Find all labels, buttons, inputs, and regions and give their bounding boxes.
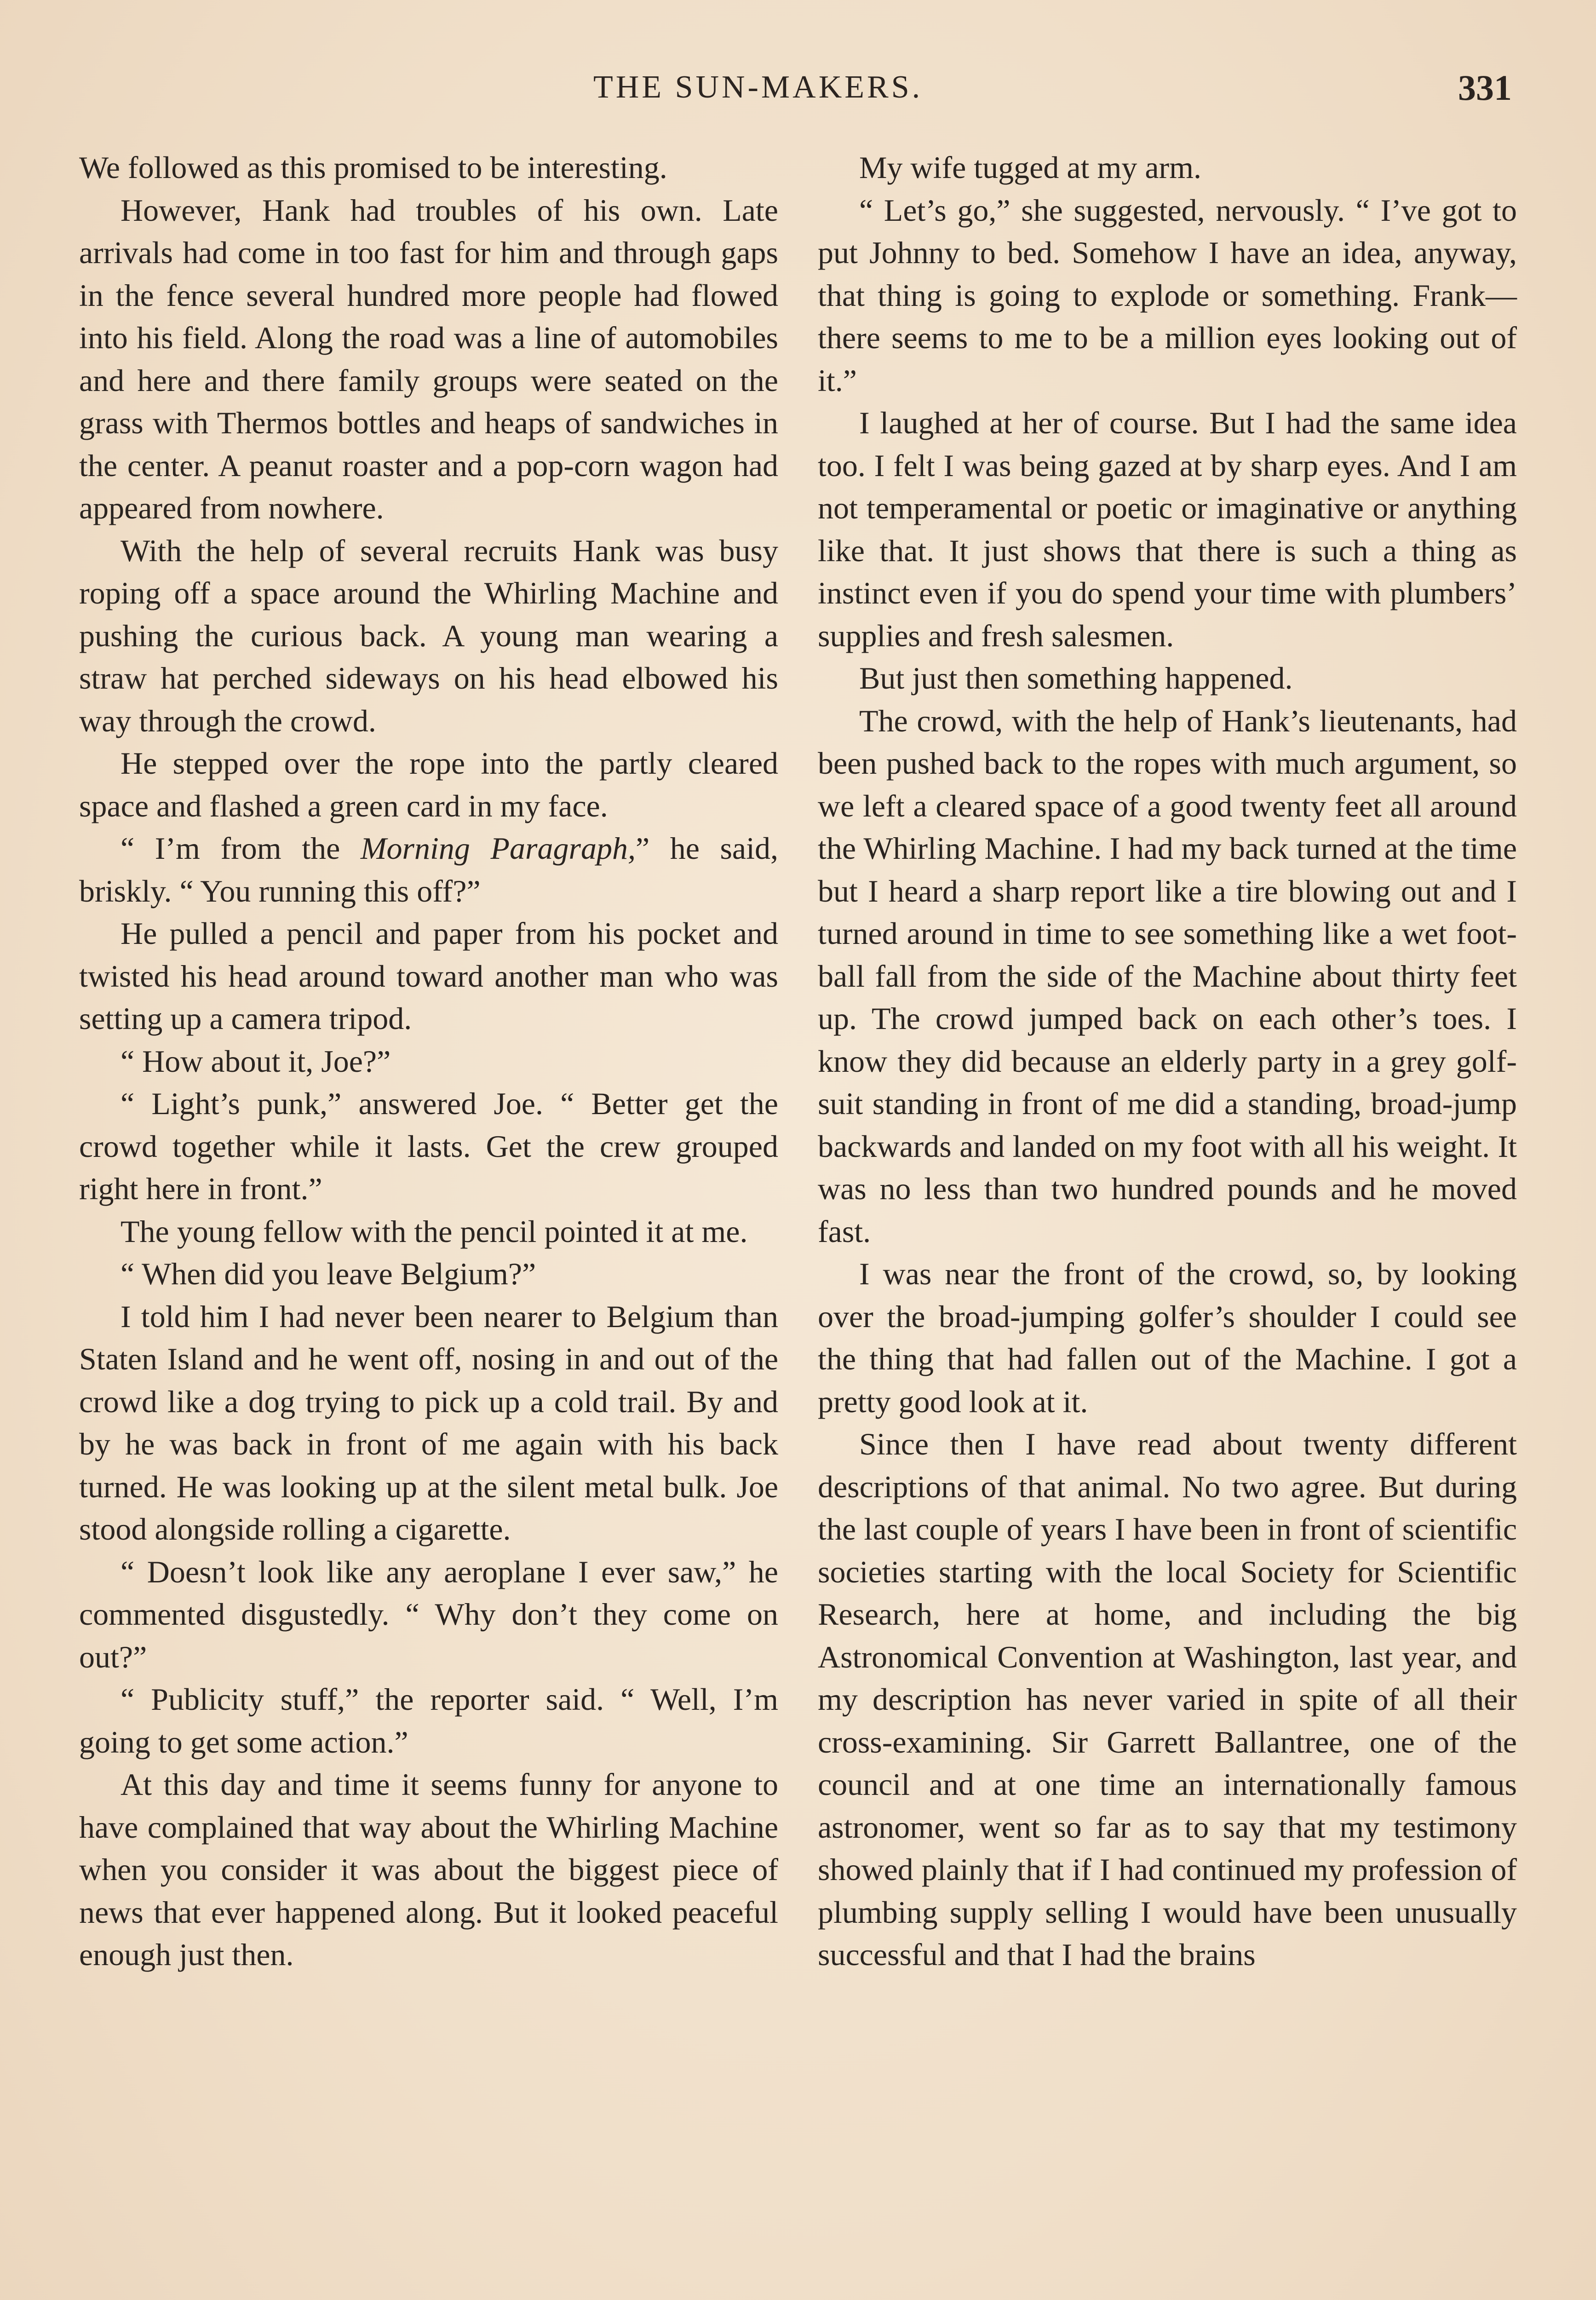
paragraph: He stepped over the rope into the partly cleared space and flashed a green card in my face. bbox=[79, 746, 778, 823]
left-column bbox=[79, 146, 778, 1976]
right-column bbox=[818, 146, 1517, 1976]
paragraph: “ How about it, Joe?” bbox=[121, 1043, 391, 1079]
paragraph: The young fellow with the pencil pointed it at me. bbox=[121, 1213, 748, 1249]
paragraph: He pulled a pencil and paper from his pocket and twisted his head around toward another man who was setting up a camera tripod. bbox=[79, 916, 778, 1036]
paragraph: At this day and time it seems funny for anyone to have complained that way about the Whirling Machine when you consider it was about the biggest piece of news that ever happened along. But it looked peaceful enough just then. bbox=[79, 1767, 778, 1972]
paragraph-text: “ I’m from the bbox=[121, 831, 361, 866]
paragraph bbox=[79, 827, 778, 912]
paragraph: We followed as this promised to be interesting. bbox=[79, 150, 667, 185]
paragraph: I told him I had never been nearer to Belgium than Staten Island and he went off, nosing in and out of the crowd like a dog trying to pick up a cold trail. By and by he was back in front of me again with his back turned. He was looking up at the silent metal bulk. Joe stood alongside rolling a cigarette. bbox=[79, 1299, 778, 1547]
paragraph: “ When did you leave Belgium?” bbox=[121, 1256, 536, 1291]
paragraph: I laughed at her of course. But I had the same idea too. I felt I was being gazed at by sharp eyes. And I am not temperamental or poetic or imaginative or anything like that. It just shows that there is such a thing as instinct even if you do spend your time with plumbers’ supplies and fresh salesmen. bbox=[818, 405, 1517, 653]
paragraph: However, Hank had troubles of his own. Late arrivals had come in too fast for him and through gaps in the fence several hundred more people had flowed into his field. Along the road was a line of automobiles and here and there family groups were seated on the grass with Thermos bottles and heaps of sandwiches in the center. A peanut roaster and a pop-corn wagon had appeared from nowhere. bbox=[79, 192, 778, 525]
running-title: THE SUN-MAKERS. bbox=[593, 69, 923, 105]
paragraph: The crowd, with the help of Hank’s lieutenants, had been pushed back to the ropes with much argument, so we left a cleared space of a good twenty feet all around the Whirling Machine. I had my back turned at the time but I heard a sharp report like a tire blowing out and I turned around in time to see something like a wet foot-ball fall from the side of the Machine about thirty feet up. The crowd jumped back on each other’s toes. I know they did because an elderly party in a grey golf-suit standing in front of me did a standing, broad-jump backwards and landed on my foot with all his weight. It was no less than two hundred pounds and he moved fast. bbox=[818, 703, 1517, 1249]
paragraph: But just then something happened. bbox=[859, 661, 1293, 696]
page-header bbox=[0, 69, 1596, 120]
newspaper-title: Morning Paragraph, bbox=[360, 831, 636, 866]
page-number: 331 bbox=[1458, 68, 1512, 108]
paragraph: With the help of several recruits Hank was busy roping off a space around the Whirling Machine and pushing the curious back. A young man wearing a straw hat perched sideways on his head elbowed his way through the crowd. bbox=[79, 533, 778, 738]
paragraph: “ Doesn’t look like any aeroplane I ever saw,” he commented disgustedly. “ Why don’t they come on out?” bbox=[79, 1554, 778, 1674]
paragraph: I was near the front of the crowd, so, by looking over the broad-jumping golfer’s shoulder I could see the thing that had fallen out of the Machine. I got a pretty good look at it. bbox=[818, 1256, 1517, 1419]
paragraph: “ Light’s punk,” answered Joe. “ Better get the crowd together while it lasts. Get the crew grouped right here in front.” bbox=[79, 1086, 778, 1206]
paragraph: Since then I have read about twenty different descriptions of that animal. No two agree. But during the last couple of years I have been in front of scientific societies starting with the local Society for Scientific Research, here at home, and including the big Astronomical Convention at Washington, last year, and my description has never varied in spite of all their cross-examining. Sir Garrett Ballantree, one of the council and at one time an internationally famous astronomer, went so far as to say that my testimony showed plainly that if I had continued my profession of plumbing supply selling I would have been unusually successful and that I had the brains bbox=[818, 1426, 1517, 1972]
paragraph: “ Let’s go,” she suggested, nervously. “ I’ve got to put Johnny to bed. Somehow I have an idea, anyway, that thing is going to explode or something. Frank—there seems to me to be a million eyes looking out of it.” bbox=[818, 192, 1517, 398]
paragraph-text: ” he said, briskly. “ You running this off?” bbox=[79, 831, 778, 908]
paragraph: My wife tugged at my arm. bbox=[859, 150, 1202, 185]
paragraph: “ Publicity stuff,” the reporter said. “ Well, I’m going to get some action.” bbox=[79, 1682, 778, 1760]
